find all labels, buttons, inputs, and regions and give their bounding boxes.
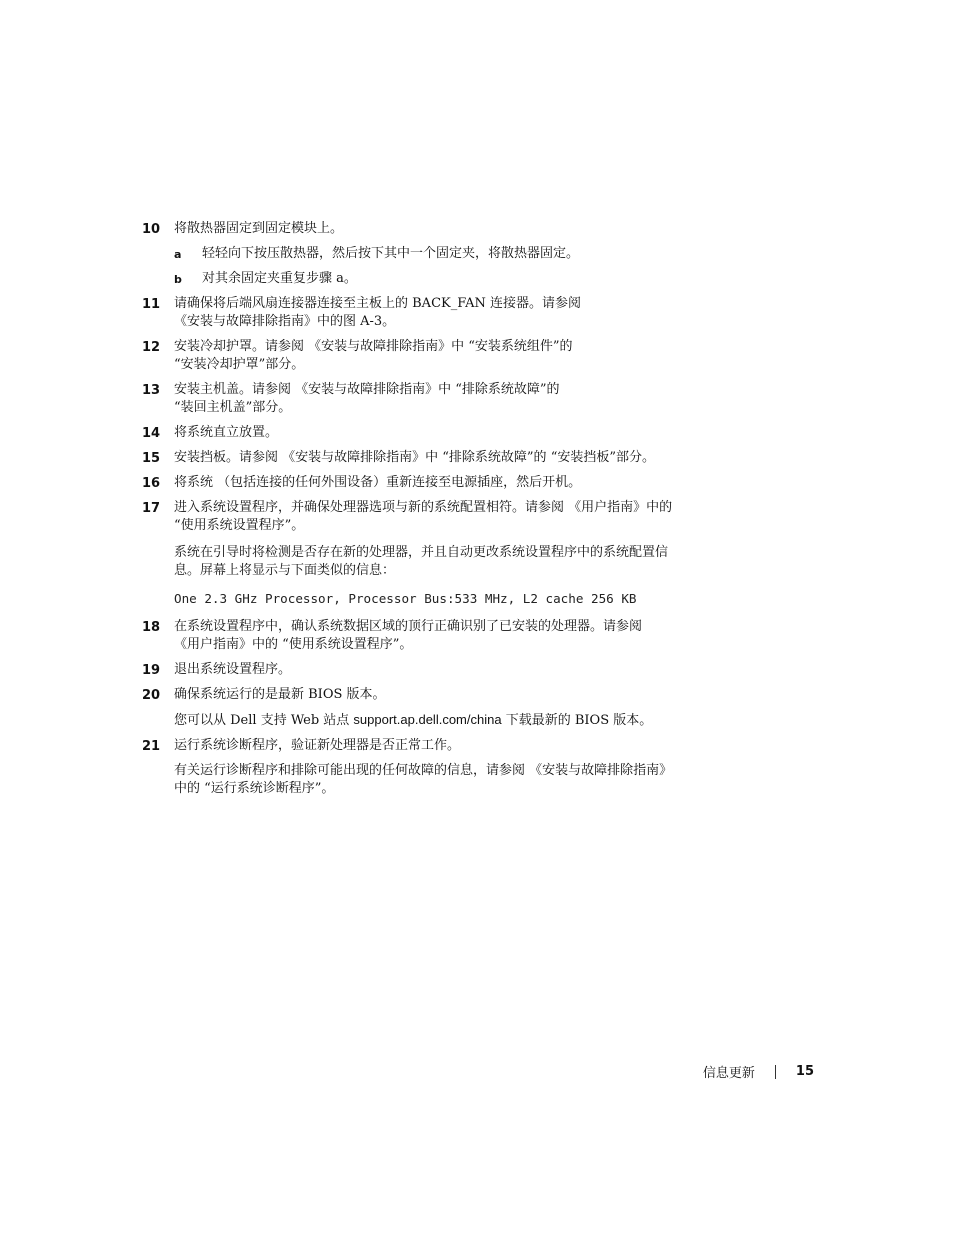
step-number: 15 (142, 451, 161, 466)
step-text: 进入系统设置程序，并确保处理器选项与新的系统配置相符。请参阅 《用户指南》中的 (174, 500, 673, 515)
step-number: 20 (142, 688, 161, 703)
footer-section-title: 信息更新 (702, 1066, 755, 1081)
step-21-note (142, 762, 782, 798)
step-text-continued: “使用系统设置程序”。 (174, 518, 305, 533)
step-number: 13 (142, 383, 161, 398)
step-15 (142, 449, 782, 467)
step-number: 12 (142, 340, 161, 355)
step-number: 11 (142, 297, 161, 312)
step-text: 将系统直立放置。 (174, 425, 279, 440)
step-12 (142, 338, 782, 374)
step-text-continued: “安装冷却护罩”部分。 (174, 357, 305, 372)
step-13 (142, 381, 782, 417)
note-text-continued: 中的 “运行系统诊断程序”。 (174, 781, 335, 796)
step-11 (142, 295, 782, 331)
step-text: 安装主机盖。请参阅 《安装与故障排除指南》中 “排除系统故障”的 (174, 382, 560, 397)
step-number: 10 (142, 222, 161, 237)
step-text: 对其余固定夹重复步骤 a。 (202, 271, 357, 286)
instruction-list (142, 220, 782, 798)
step-text: 安装冷却护罩。请参阅 《安装与故障排除指南》中 “安装系统组件”的 (174, 339, 573, 354)
step-text: 运行系统诊断程序，验证新处理器是否正常工作。 (174, 738, 461, 753)
step-number: 14 (142, 426, 161, 441)
step-17 (142, 499, 782, 535)
step-number: 17 (142, 501, 161, 516)
page-footer (703, 1062, 814, 1081)
step-18 (142, 618, 782, 654)
step-text: 将系统 （包括连接的任何外围设备）重新连接至电源插座，然后开机。 (174, 475, 582, 490)
step-number: 16 (142, 476, 161, 491)
step-10 (142, 220, 782, 238)
step-19 (142, 661, 782, 679)
footer-divider (775, 1065, 776, 1079)
step-number: 18 (142, 620, 161, 635)
step-text-continued: 《安装与故障排除指南》中的图 A-3。 (174, 314, 396, 329)
step-20-note (142, 711, 782, 730)
step-text: 安装挡板。请参阅 《安装与故障排除指南》中 “排除系统故障”的 “安装挡板”部分。 (174, 450, 655, 465)
step-text: 轻轻向下按压散热器，然后按下其中一个固定夹，将散热器固定。 (202, 246, 580, 261)
sample-message: One 2.3 GHz Processor, Processor Bus:533 MHz, L2 cache 256 KB (174, 591, 637, 606)
step-text: 退出系统设置程序。 (174, 662, 292, 677)
substep-letter: b (174, 273, 182, 286)
step-text: 在系统设置程序中，确认系统数据区域的顶行正确识别了已安装的处理器。请参阅 (174, 619, 643, 634)
step-20 (142, 686, 782, 704)
note-text: 系统在引导时将检测是否存在新的处理器，并且自动更改系统设置程序中的系统配置信 (174, 545, 669, 560)
support-link: support.ap.dell.com/china (353, 712, 502, 727)
step-text: 确保系统运行的是最新 BIOS 版本。 (174, 687, 386, 702)
step-14 (142, 424, 782, 442)
step-text-continued: “装回主机盖”部分。 (174, 400, 292, 415)
note-text: 有关运行诊断程序和排除可能出现的任何故障的信息，请参阅 《安装与故障排除指南》 (174, 763, 673, 778)
step-16 (142, 474, 782, 492)
step-text: 将散热器固定到固定模块上。 (174, 221, 344, 236)
step-number: 21 (142, 739, 161, 754)
step-text: 请确保将后端风扇连接器连接至主板上的 BACK_FAN 连接器。请参阅 (174, 296, 582, 311)
substep-a (142, 245, 782, 263)
step-21 (142, 737, 782, 755)
step-text-continued: 《用户指南》中的 “使用系统设置程序”。 (174, 637, 413, 652)
step-17-note (142, 544, 782, 580)
note-text-continued: 息。屏幕上将显示与下面类似的信息： (174, 563, 396, 578)
note-text-end: 下载最新的 BIOS 版本。 (501, 713, 653, 728)
step-number: 19 (142, 663, 161, 678)
substep-b (142, 270, 782, 288)
page-number: 15 (795, 1064, 814, 1079)
substep-letter: a (174, 248, 182, 261)
note-text: 您可以从 Dell 支持 Web 站点 (174, 713, 354, 728)
